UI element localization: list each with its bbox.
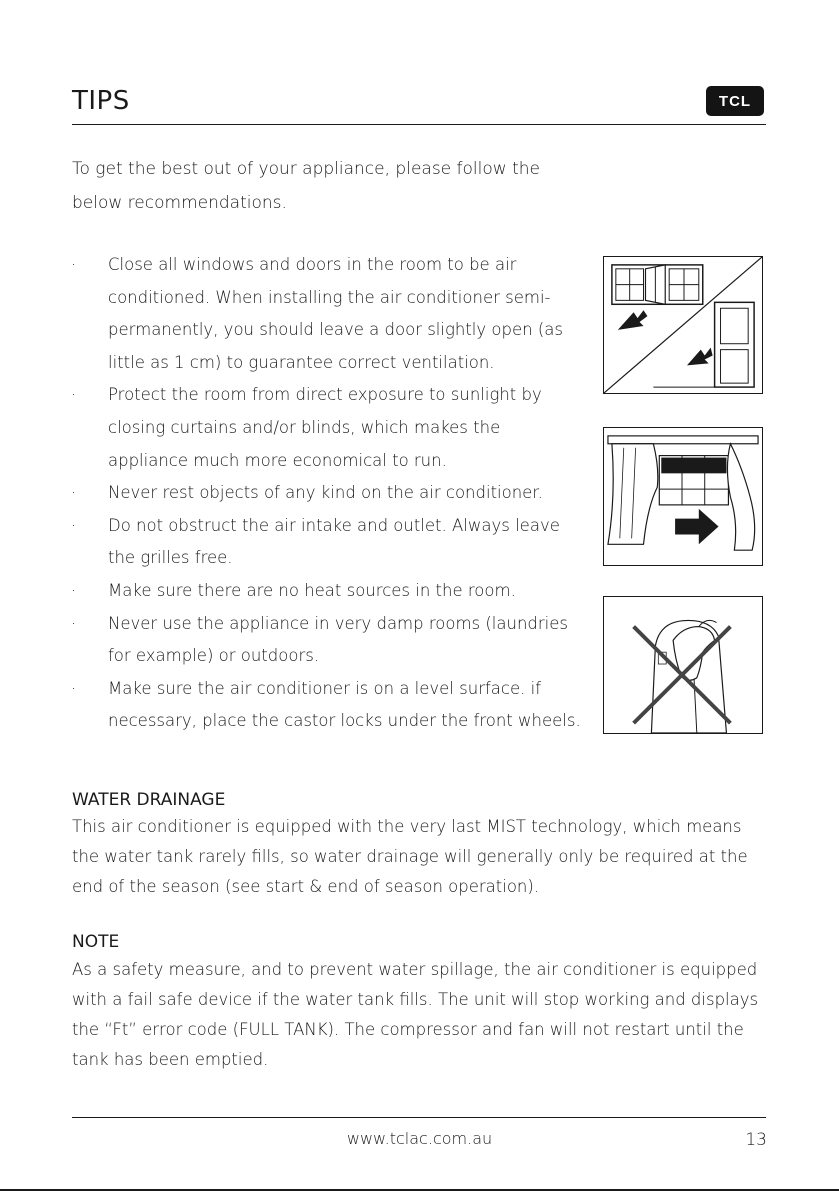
tip-item [72, 477, 582, 510]
page-number: 13 [745, 1130, 767, 1150]
bullet: · [71, 580, 77, 600]
bullet: · [71, 613, 77, 633]
water-drainage-text: This air conditioner is equipped with the very last MIST technology, which means the water tank rarely fills, so water drainage will generally only be required at the end of the season (see start & end of season operation). [72, 817, 748, 896]
tip-text: Make sure there are no heat sources in the room. [108, 580, 516, 600]
tip-item [72, 673, 582, 738]
tip-item [72, 510, 582, 575]
bullet: · [71, 385, 77, 405]
tip-text: Close all windows and doors in the room to be air conditioned. When installing the air conditioner semi-permanently, you should leave a door slightly open (as little as 1 cm) to guarantee correct ventilation. [108, 255, 563, 372]
tip-text: Do not obstruct the air intake and outlet. Always leave the grilles free. [108, 515, 560, 568]
tip-text: Never rest objects of any kind on the air conditioner. [108, 483, 543, 503]
window-door-icon [603, 256, 763, 394]
tips-list [72, 249, 582, 738]
tcl-logo [706, 86, 764, 116]
water-drainage-heading: WATER DRAINAGE [72, 790, 226, 810]
bullet: · [71, 515, 77, 535]
tip-text: Make sure the air conditioner is on a level surface. if necessary, place the castor locks under the front wheels. [108, 678, 581, 731]
curtains-window-icon [603, 427, 763, 566]
logo-text: TCL [718, 92, 752, 110]
header-divider [72, 124, 766, 125]
tip-text: Never use the appliance in very damp rooms (laundries for example) or outdoors. [108, 613, 569, 666]
tip-item [72, 608, 582, 673]
tip-item [72, 575, 582, 608]
note-text: As a safety measure, and to prevent water spillage, the air conditioner is equipped with a fail safe device if the water tank fills. The unit will stop working and displays the “Ft” error code (FULL TANK). The compressor and fan will not restart until the tank has been emptied. [72, 960, 759, 1069]
intro-text: To get the best out of your appliance, please follow the below recommendations. [72, 159, 540, 213]
footer-divider [72, 1117, 766, 1118]
bullet: · [71, 483, 77, 503]
tip-item [72, 379, 582, 477]
note-heading: NOTE [72, 932, 120, 952]
covered-appliance-icon [603, 596, 763, 734]
footer-url: www.tclac.com.au [346, 1129, 493, 1148]
tip-text: Protect the room from direct exposure to sunlight by closing curtains and/or blinds, which makes the appliance much more economical to run. [108, 385, 542, 470]
tip-item [72, 249, 582, 379]
bullet: · [71, 255, 77, 274]
bullet: · [71, 678, 77, 698]
page-title: TIPS [72, 86, 130, 116]
